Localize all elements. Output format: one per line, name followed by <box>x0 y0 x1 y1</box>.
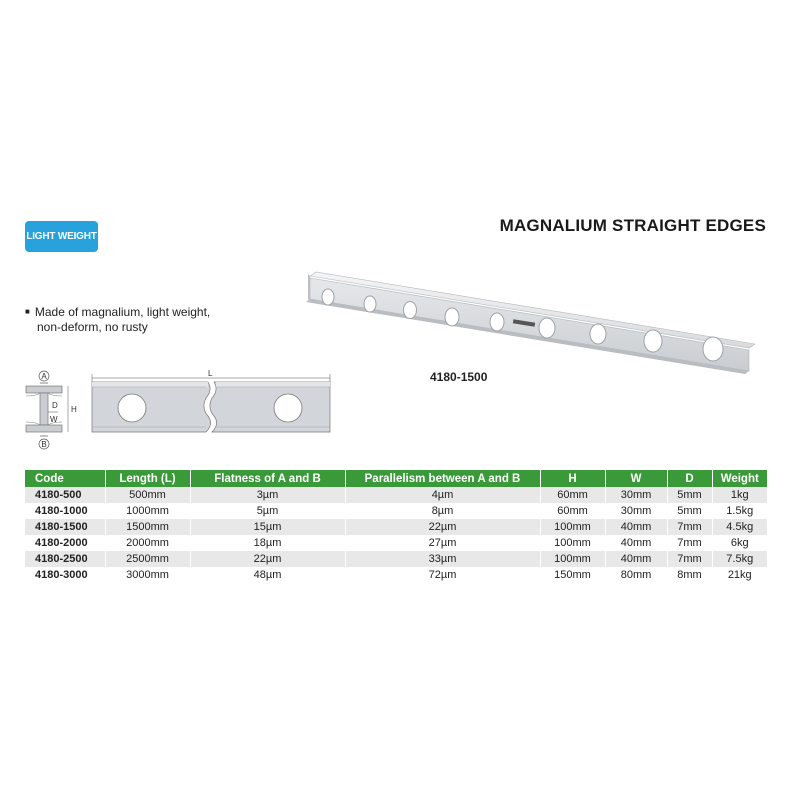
cross-section-drawing <box>26 371 77 449</box>
bullet-icon: ■ <box>25 307 30 316</box>
cell-weight: 1.5kg <box>712 503 767 519</box>
dimension-diagram <box>18 368 338 452</box>
cell-w: 80mm <box>605 567 667 583</box>
feature-text: non-deform, no rusty <box>37 319 148 334</box>
cell-code: 4180-3000 <box>25 567 105 583</box>
product-model-label: 4180-1500 <box>430 370 488 384</box>
cell-code: 4180-1000 <box>25 503 105 519</box>
cell-w: 30mm <box>605 503 667 519</box>
header-w: W <box>605 470 667 487</box>
cell-flatness: 18µm <box>190 535 345 551</box>
cell-length: 500mm <box>105 487 190 503</box>
cell-w: 30mm <box>605 487 667 503</box>
light-weight-badge: LIGHT WEIGHT <box>25 221 98 252</box>
header-parallelism: Parallelism between A and B <box>345 470 540 487</box>
cell-d: 7mm <box>667 551 712 567</box>
cell-code: 4180-1500 <box>25 519 105 535</box>
cell-flatness: 15µm <box>190 519 345 535</box>
cell-w: 40mm <box>605 535 667 551</box>
table-row <box>25 567 767 583</box>
cell-w: 40mm <box>605 551 667 567</box>
cell-d: 7mm <box>667 535 712 551</box>
cell-flatness: 48µm <box>190 567 345 583</box>
cell-h: 100mm <box>540 535 605 551</box>
product-title: MAGNALIUM STRAIGHT EDGES <box>499 216 766 235</box>
header-h: H <box>540 470 605 487</box>
dimension-h-label: H <box>71 405 77 414</box>
cell-d: 5mm <box>667 487 712 503</box>
side-view-drawing <box>92 369 330 432</box>
cell-length: 1500mm <box>105 519 190 535</box>
cell-parallelism: 72µm <box>345 567 540 583</box>
cell-d: 5mm <box>667 503 712 519</box>
cell-parallelism: 22µm <box>345 519 540 535</box>
feature-text: Made of magnalium, light weight, <box>34 305 211 319</box>
feature-item <box>25 305 265 320</box>
table-row <box>25 551 767 567</box>
dimension-w-label: W <box>50 415 58 424</box>
cell-length: 3000mm <box>105 567 190 583</box>
cell-h: 150mm <box>540 567 605 583</box>
cell-h: 100mm <box>540 551 605 567</box>
cell-code: 4180-500 <box>25 487 105 503</box>
cell-h: 60mm <box>540 487 605 503</box>
dimension-l-label: L <box>208 369 213 378</box>
cell-flatness: 3µm <box>190 487 345 503</box>
cell-length: 2500mm <box>105 551 190 567</box>
header-weight: Weight <box>712 470 767 487</box>
cell-d: 7mm <box>667 519 712 535</box>
table-row <box>25 535 767 551</box>
table-header-row <box>25 470 767 487</box>
cell-parallelism: 4µm <box>345 487 540 503</box>
face-a-label: A <box>41 372 47 381</box>
table-row <box>25 487 767 503</box>
feature-list <box>25 305 265 334</box>
cell-weight: 1kg <box>712 487 767 503</box>
face-b-label: B <box>41 440 47 449</box>
dimension-d-label: D <box>52 401 58 410</box>
header-length: Length (L) <box>105 470 190 487</box>
header-flatness: Flatness of A and B <box>190 470 345 487</box>
cell-weight: 7.5kg <box>712 551 767 567</box>
cell-flatness: 22µm <box>190 551 345 567</box>
cell-code: 4180-2500 <box>25 551 105 567</box>
cell-length: 1000mm <box>105 503 190 519</box>
feature-item-cont <box>25 320 265 335</box>
cell-weight: 6kg <box>712 535 767 551</box>
cell-h: 100mm <box>540 519 605 535</box>
cell-weight: 4.5kg <box>712 519 767 535</box>
straight-edge-product-image <box>300 268 760 378</box>
cell-flatness: 5µm <box>190 503 345 519</box>
cell-code: 4180-2000 <box>25 535 105 551</box>
header-code: Code <box>25 470 105 487</box>
cell-parallelism: 8µm <box>345 503 540 519</box>
cell-w: 40mm <box>605 519 667 535</box>
cell-parallelism: 33µm <box>345 551 540 567</box>
cell-length: 2000mm <box>105 535 190 551</box>
cell-weight: 21kg <box>712 567 767 583</box>
header-d: D <box>667 470 712 487</box>
cell-parallelism: 27µm <box>345 535 540 551</box>
specification-table <box>25 470 767 583</box>
cell-h: 60mm <box>540 503 605 519</box>
table-row <box>25 519 767 535</box>
cell-d: 8mm <box>667 567 712 583</box>
table-row <box>25 503 767 519</box>
